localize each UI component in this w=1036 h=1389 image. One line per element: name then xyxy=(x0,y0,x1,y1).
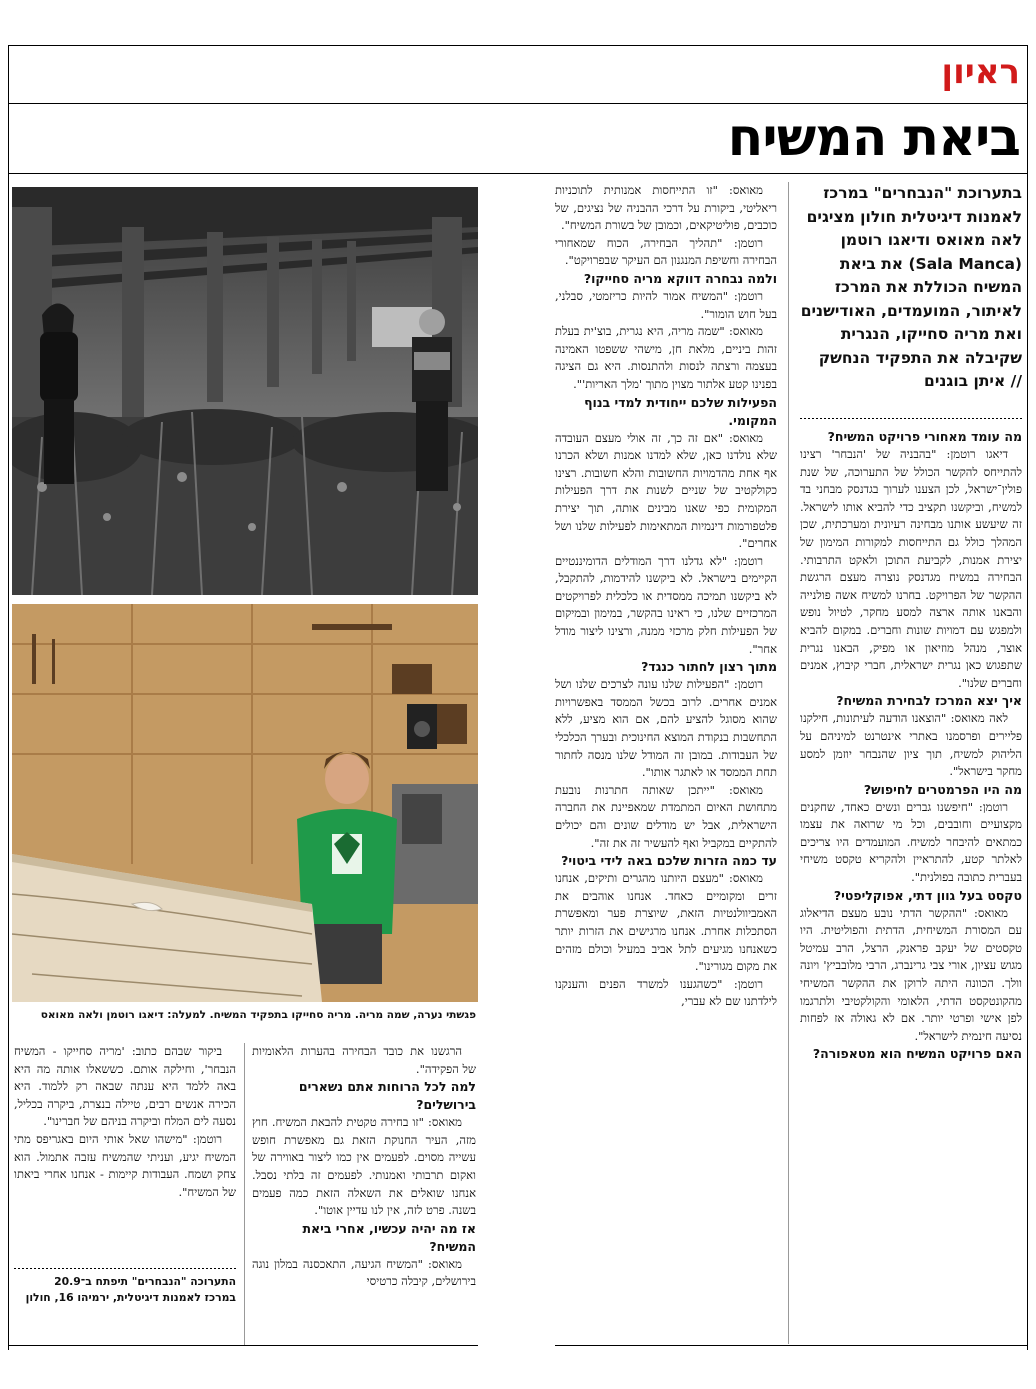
exhibition-info-line1: התערוכה "הנבחרים" תיפתח ב־20.9 xyxy=(54,1275,236,1288)
answer-paragraph: רוטמן: "חיפשנו גברים ונשים כאחד, שחקנים מקצועיים וחובבים, וכל מי שרואה את עצמו כמתאים להיבחר למשיח. המועמדים היו צריכים לאלתר קטע, להתראיין ולהקריא טקסט משיחי בעברית כתובה בפולנית". xyxy=(800,799,1022,885)
answer-paragraph: מאואס: "אם זה כך, זה אולי מעצם העובדה שלא נולדנו כאן, שלא למדנו אמנות ושלא הכרנו אף אחת מהדמויות החשובות והלא חשובות. רצינו כקולקטיב של שניים לשנות את דרך הפעילות המקומית כפי שאנו מבינים אותה, תוך יצירת פלטפורמות דינמיות המתאימות לפעילות שלנו ושל אחרים". xyxy=(555,430,777,551)
column-bottom-middle xyxy=(252,1043,476,1345)
intro-text: בתערוכת "הנבחרים" במרכז לאמנות דיגיטלית חולון מציגים לאה מאואס ודיאגו רוטמן (Sala Manca) את ביאת המשיח הכוללת את המרכז לאיתור, המועמדים, האודישנים ואת מריה סחייקו, הנגרית שקיבלה את התפקיד הנחשק xyxy=(800,184,1022,367)
answer-paragraph: מאואס: "מעצם היותנו מהגרים ותיקים, אנחנו זרים ומקומיים כאחד. אנחנו אוהבים את האמביוולנטיות הזאת, שיוצרת פער ומאפשרת הסתכלות אחרת. אנחנו מרגישים את הזרות יותר כשאנחנו מגיעים לתל אביב במעיל וכולם מזהים את מקום מגורינו". xyxy=(555,871,777,974)
photo-workshop xyxy=(12,604,478,1002)
intro-block xyxy=(800,182,1022,394)
question-heading: למה לכל הרוחות אתם נשארים בירושלים? xyxy=(298,1079,476,1113)
answer-paragraph: רוטמן: "כשהגענו למשרד הפנים והענקנו לילדתנו שם לא עברי, xyxy=(555,976,777,1009)
question-heading: הפעילות שלכם ייחודית למדי בנוף המקומי. xyxy=(584,394,777,428)
question-heading: איך יצא המרכז לבחירת המשיח? xyxy=(836,693,1022,709)
workshop-illustration xyxy=(12,604,478,1002)
answer-paragraph: לאה מאואס: "הוצאנו הודעה לעיתונות, חילקנו פליירים ופרסמנו באתרי אינטרנט למיניהם על הליהוק למשיח, תוך ציון שהנבחר יוזמן למסע מחקר בישראל". xyxy=(800,711,1022,779)
column-divider-middle xyxy=(788,182,789,1344)
answer-paragraph: רוטמן: "המשיח אמור להיות כריזמטי, סבלני, בעל חוש הומור". xyxy=(555,288,777,321)
answer-paragraph: מאואס: "שמה מריה, היא נגרית, בוצ'ית בעלת זהות ביניים, מלאת חן, מישהי ששפטו האמינה בעצמה ורצתה לנסות ולהתנסות. היא גם הציגה בפנינו קטע אלתור מצוין מתוך 'מלך האריות'". xyxy=(555,324,777,391)
answer-paragraph: מאואס: "זו בחירה טקטית להבאת המשיח. חוץ מזה, העיר החנוקת הזאת גם מאפשרת חופש עשייה מסוים. לפעמים אין כמו ליצור באווירה של ואקום תרבותי ואמנותי. לפעמים זה בלתי נסבל. אנחנו שואלים את השאלה הזאת כמה פעמים בשנה. פרט לזה, אין לנו עדיין אוטו". xyxy=(252,1115,476,1218)
woman-figure xyxy=(40,304,78,485)
column-bottom-left xyxy=(14,1043,236,1258)
answer-paragraph: רוטמן: "תהליך הבחירה, הכוח שמאחורי הבחירה וחשיפת המנגנון הם העיקר שבפרויקט". xyxy=(555,235,777,268)
answer-paragraph: מאואס: "זו התייחסות אמנותית לתוכניות ריאליטי, ביקורת על דרכי ההבניה של נציגים, של כוכבים, פוליטיקאים, וכמובן של בשורת המשיח". xyxy=(555,183,777,233)
question-heading: מתוך רצון לחתור כנגד? xyxy=(641,659,777,675)
garden-portrait-illustration xyxy=(12,187,478,595)
title-rule xyxy=(8,173,1028,174)
question-heading: האם פרויקט המשיח הוא מטאפורה? xyxy=(812,1046,1022,1062)
exhibition-info xyxy=(14,1274,236,1306)
exhibition-info-line2: במרכז לאמנות דיגיטלית, ירמיהו 16, חולון xyxy=(25,1291,236,1304)
answer-paragraph: דיאגו רוטמן: "בהבניה של 'הנבחר' רצינו להתייחס להקשר הכולל של התערוכה, של שנת פולין־ישראל, לכן הצענו לערוך בגדנסק מבחני בד למשיח, וביקשנו תקציב כדי להביא אותו לישראל. זה שיעשע אותנו מבחינה רעיונית ומערכתית, שכן המהלך כולל גם התייחסות למקורות המימון של יצירת אמנות, לקביעת התוכן ולאקט התרבותי. הבחירה במשיח מגדנסק נוצרה מעצם הרגשת ההקשר של הפרויקט. בחרנו למשיח אשה פולנייה והבאנו אותה ארצה למסע מחקר, לטיול נופש ולמפגש עם דמויות שונות וחברים. במקום להביא אוצר, מנהל מוזיאון או מפיק, הבאנו נגרית שתפגוש כאן נגרית ישראלית, חברי קיבוץ, אמנים וחברים שלנו". xyxy=(800,447,1022,690)
question-heading: ולמה נבחרה דווקא מריה סחייקו? xyxy=(583,270,777,286)
byline: // איתן בוגנים xyxy=(924,372,1022,390)
answer-paragraph: רוטמן: "הפעילות שלנו עונה לצרכים שלנו ושל אמנים אחרים. לרוב בכשל הממסד באפשרויות שהוא מסוגל להציע להם, אם הוא מציע, ללא התחשבות בנקודת המוצא החינוכית ובערך הכלכלי של העבודות. במובן זה המודל שלנו מנסה לחתור תחת הממסד או לאתגר אותו". xyxy=(555,677,777,780)
question-heading: מה היו הפרמטרים לחיפוש? xyxy=(863,781,1022,797)
answer-paragraph: הרגשנו את כובד הבחירה בהערות הלאומיות של הפקידה". xyxy=(252,1044,476,1076)
top-rule xyxy=(8,45,1028,46)
photo-garden-portrait xyxy=(12,187,478,595)
page-left-rule xyxy=(8,45,9,1350)
column-right xyxy=(800,428,1022,1344)
column-divider-bottom xyxy=(244,1043,245,1345)
question-heading: מה עומד מאחורי פרויקט המשיח? xyxy=(827,429,1022,444)
answer-paragraph: רוטמן: "לא גדלנו דרך המודלים הדומיננטיים הקיימים בישראל. לא ביקשנו להידמות, להתקבל, לא ביקשנו תמיכה ממסדית או כלכלית לפרויקטים המרכזיים שלנו, כי ראינו בהקשר, במימון ובמיקום של הפעילות חלק מרכזי ממנה, ורצינו ליצור מודל אחר". xyxy=(555,553,777,656)
page-title: ביאת המשיח xyxy=(727,108,1020,168)
answer-paragraph: מאואס: "ההקשר הדתי נובע מעצם הדיאלוג עם המסורת המשיחית, הדתית והפוליטית. היו טקסטים של יעקב פראנק, הרצל, הרב עמיטל מגוש עציון, אורי צבי גרינברג, הרבי מלובביץ' ויונה וולך. הכוונה היתה לרוקן את ההקשר המשיחי מהקונטקסט הדתי, הלאומי והקולקטיבי ולתרגמו לפן אישי ופרטי יותר. אם לא גאולה אז לפחות נסיעה חינמית לישראל". xyxy=(800,905,1022,1043)
info-separator xyxy=(14,1268,236,1269)
answer-paragraph: מאואס: "ייתכן שאותה חתרנות נובעת מתחושת האיום המתמדת שמאפיינת את החברה הישראלית, אבל יש מודלים שונים והם יכולים להתקיים במקביל ואף להעשיר זה את זה". xyxy=(555,782,777,850)
question-heading: עד כמה הזרות שלכם באה לידי ביטוי? xyxy=(561,853,777,869)
intro-separator xyxy=(800,418,1022,419)
column-middle xyxy=(555,182,777,1344)
header-rule xyxy=(8,103,1028,104)
page-right-rule xyxy=(1027,45,1028,1350)
bottom-rule-left xyxy=(8,1345,478,1346)
question-heading: טקסט בעל גוון דתי, אפוקליפטי? xyxy=(833,887,1022,903)
answer-paragraph: ביקור שבהם כתוב: 'מריה סחייקו - המשיח הנבחר', וחילקה אותם. כששאלו אותה מה היא באה ללמד היא ענתה שבאה רק ללמוד. היא הכירה אנשים רבים, טיילה בנצרת, ביקרה בכליל, נסעה לים המלח וביקרה בניהם של חברינו". xyxy=(14,1044,236,1129)
question-heading: אז מה יהיה עכשיו, אחרי ביאת המשיח? xyxy=(302,1220,476,1254)
section-label: ראיון xyxy=(941,52,1020,92)
photo-caption: פגשתי נערה, שמה מריה. מריה סחייקו בתפקיד המשיח. למעלה: דיאגו רוטמן ולאה מאואס xyxy=(40,1009,476,1021)
answer-paragraph: רוטמן: "מישהו שאל אותי היום באגריפס מתי המשיח יגיע, ועניתי שהמשיח עזבה אתמול. הוא צחק ושמח. העבודות קיימות - אנחנו אחרי ביאתו של המשיח". xyxy=(14,1131,236,1199)
bottom-rule-right xyxy=(555,1345,1027,1346)
answer-paragraph: מאואס: "המשיח הגיעה, התאכסנה במלון נוגה בירושלים, קיבלה כרטיסי xyxy=(252,1256,476,1289)
